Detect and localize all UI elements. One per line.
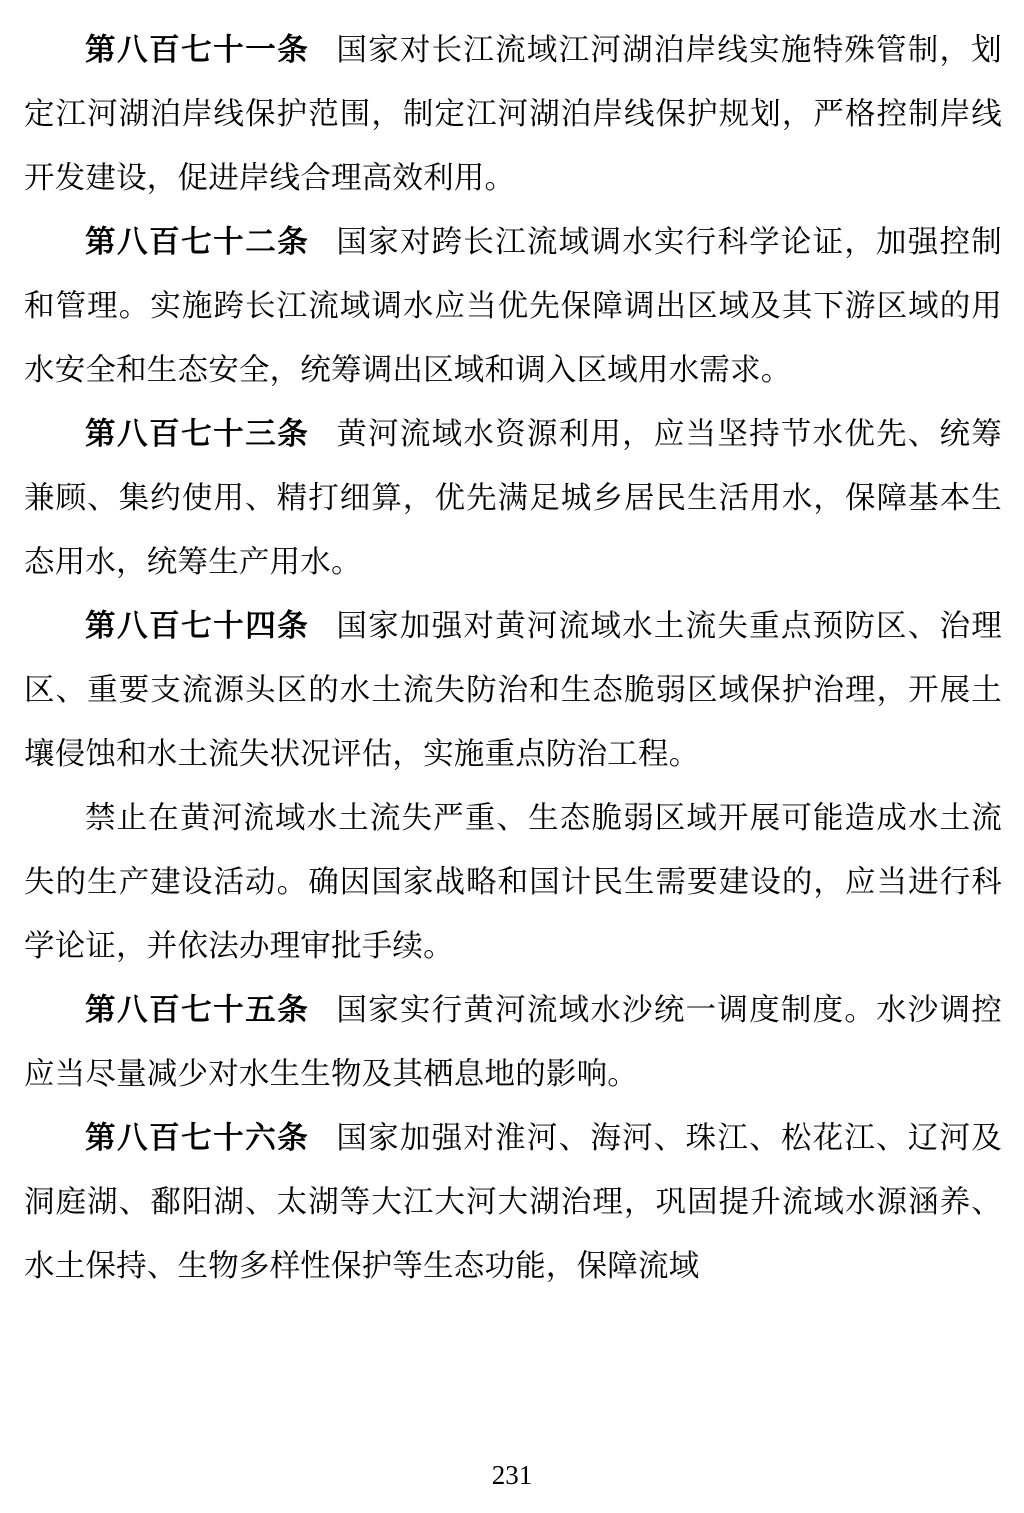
paragraph-article-873 <box>24 402 1002 594</box>
paragraph-article-872 <box>24 210 1002 402</box>
article-label: 第八百七十二条 <box>85 225 310 259</box>
article-text: 禁止在黄河流域水土流失严重、生态脆弱区域开展可能造成水土流失的生产建设活动。确因国家战略和国计民生需要建设的，应当进行科学论证，并依法办理审批手续。 <box>24 801 1002 963</box>
article-label: 第八百七十一条 <box>85 33 310 67</box>
document-body <box>24 18 1002 1298</box>
paragraph-article-871 <box>24 18 1002 210</box>
paragraph-article-874-clause-2 <box>24 786 1002 978</box>
paragraph-article-874 <box>24 594 1002 786</box>
article-label: 第八百七十五条 <box>85 993 310 1027</box>
article-text: 国家加强对黄河流域水土流失重点预防区、治理区、重要支流源头区的水土流失防治和生态脆弱区域保护治理，开展土壤侵蚀和水土流失状况评估，实施重点防治工程。 <box>24 609 1002 771</box>
article-text: 国家对长江流域江河湖泊岸线实施特殊管制，划定江河湖泊岸线保护范围，制定江河湖泊岸线保护规划，严格控制岸线开发建设，促进岸线合理高效利用。 <box>24 33 1002 195</box>
article-label: 第八百七十三条 <box>85 417 310 451</box>
paragraph-article-875 <box>24 978 1002 1106</box>
paragraph-article-876 <box>24 1106 1002 1298</box>
article-text: 国家对跨长江流域调水实行科学论证，加强控制和管理。实施跨长江流域调水应当优先保障调出区域及其下游区域的用水安全和生态安全，统筹调出区域和调入区域用水需求。 <box>24 225 1002 387</box>
page-number: 231 <box>491 1460 533 1490</box>
article-label: 第八百七十六条 <box>85 1121 310 1155</box>
article-text: 国家加强对淮河、海河、珠江、松花江、辽河及洞庭湖、鄱阳湖、太湖等大江大河大湖治理，巩固提升流域水源涵养、水土保持、生物多样性保护等生态功能，保障流域 <box>24 1121 1002 1283</box>
article-text: 国家实行黄河流域水沙统一调度制度。水沙调控应当尽量减少对水生生物及其栖息地的影响。 <box>24 993 1002 1091</box>
article-text: 黄河流域水资源利用，应当坚持节水优先、统筹兼顾、集约使用、精打细算，优先满足城乡居民生活用水，保障基本生态用水，统筹生产用水。 <box>24 417 1002 579</box>
article-label: 第八百七十四条 <box>85 609 310 643</box>
